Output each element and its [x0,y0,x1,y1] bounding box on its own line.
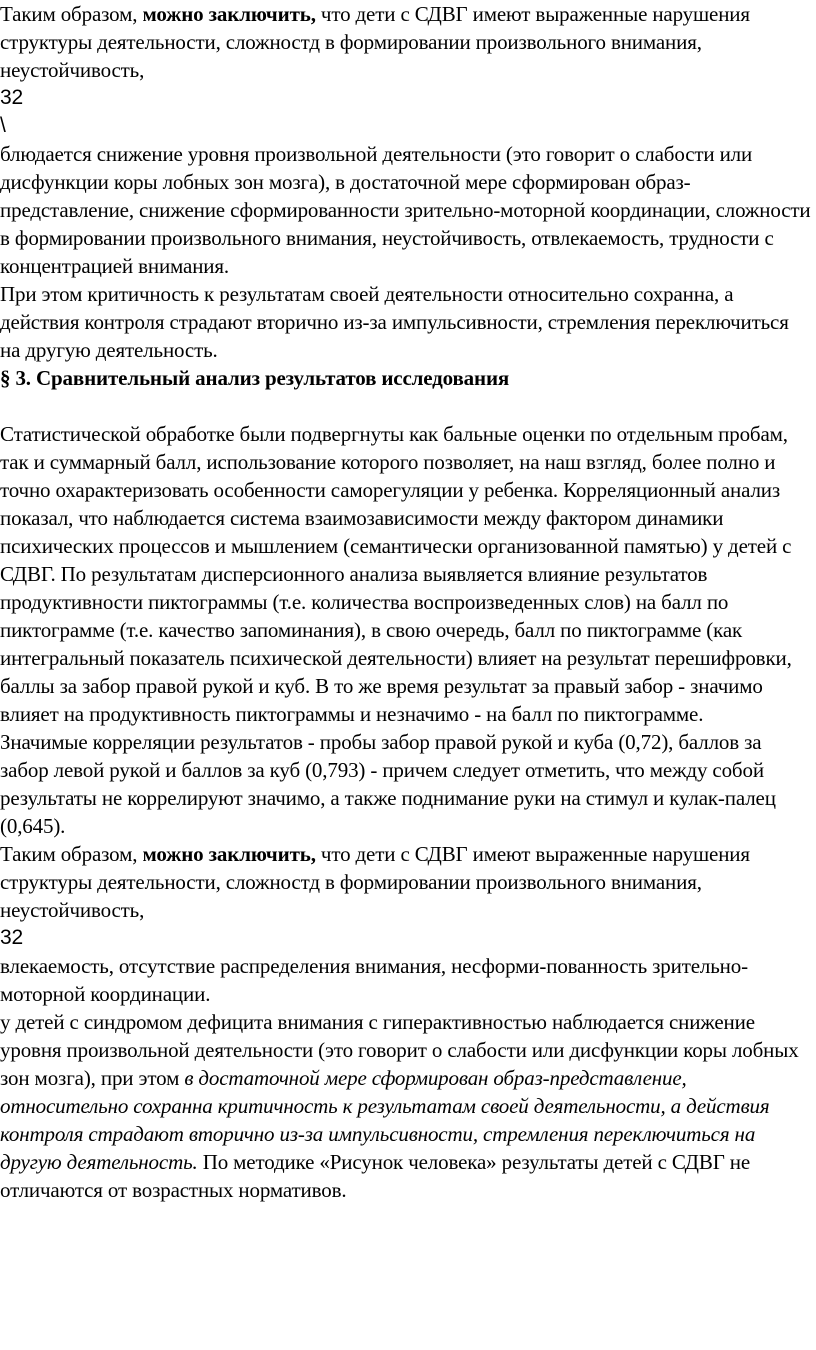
paragraph-conclusion-2 [0,840,814,924]
paragraph-statistics: Статистической обработке были подвергнуты как бальные оценки по отдельным пробам, так и суммарный балл, использование которого позволяет, на наш взгляд, более полно и точно охарактеризовать особенности саморегуляции у ребенка. Корреляционный анализ показал, что наблюдается система взаимозависимости между фактором динамики психических процессов и мышлением (семантически организованной памятью) у детей с СДВГ. По результатам дисперсионного анализа выявляется влияние результатов продуктивности пиктограммы (т.е. количества воспроизведенных слов) на балл по пиктограмме (т.е. качество запоминания), в свою очередь, балл по пиктограмме (как интегральный показатель психической деятельности) влияет на результат перешифровки, баллы за забор правой рукой и куб. В то же время результат за правый забор - значимо влияет на продуктивность пиктограммы и незначимо - на балл по пиктограмме. [0,422,792,726]
blank-line [0,392,814,420]
paragraph-correlations: Значимые корреляции результатов - пробы забор правой рукой и куба (0,72), баллов за забор левой рукой и баллов за куб (0,793) - причем следует отметить, что между собой результаты не коррелируют значимо, а также поднимание руки на стимул и кулак-палец (0,645). [0,730,776,838]
paragraph-summary [0,1008,814,1204]
page-number: 32 [0,86,24,109]
summary-tail: По методике «Рисунок человека» результаты детей с СДВГ не отличаются от возрастных нормативов. [0,1150,751,1202]
conclusion-intro: Таким образом, [0,842,143,866]
paragraph-distraction: влекаемость, отсутствие распределения внимания, несформи-пованность зрительно-моторной координации. [0,954,748,1006]
conclusion-text: что дети с СДВГ имеют выраженные нарушения структуры деятельности, сложностд в формировании произвольного внимания, неустойчивость, [0,842,750,922]
paragraph-conclusion-1 [0,0,814,84]
paragraph-criticality: При этом критичность к результатам своей деятельности относительно сохранна, а действия контроля страдают вторично из-за импульсивности, стремления переключиться на другую деятельность. [0,282,789,362]
page-number: 32 [0,926,24,949]
backslash-mark: \ [0,114,6,137]
conclusion-text: что дети с СДВГ имеют выраженные нарушения структуры деятельности, сложностд в формировании произвольного внимания, неустойчивость, [0,2,750,82]
conclusion-bold: можно заключить, [142,2,316,26]
conclusion-bold: можно заключить, [142,842,316,866]
section-heading: § 3. Сравнительный анализ результатов исследования [0,366,510,390]
summary-text: у детей с синдромом дефицита внимания с гиперактивностью наблюдается снижение уровня произвольной деятельности (это говорит о слабости или дисфункции коры лобных зон мозга), при этом [0,1010,799,1090]
summary-italic: в достаточной мере сформирован образ-представление, относительно сохранна критичность к результатам своей деятельности, а действия контроля страдают вторично из-за импульсивности, стремления переключиться на другую деятельность. [0,1066,770,1174]
conclusion-intro: Таким образом, [0,2,143,26]
paragraph-observation: блюдается снижение уровня произвольной деятельности (это говорит о слабости или дисфункции коры лобных зон мозга), в достаточной мере сформирован образ-представление, снижение сформированности зрительно-моторной координации, сложности в формировании произвольного внимания, неустойчивость, отвлекаемость, трудности с концентрацией внимания. [0,142,811,278]
